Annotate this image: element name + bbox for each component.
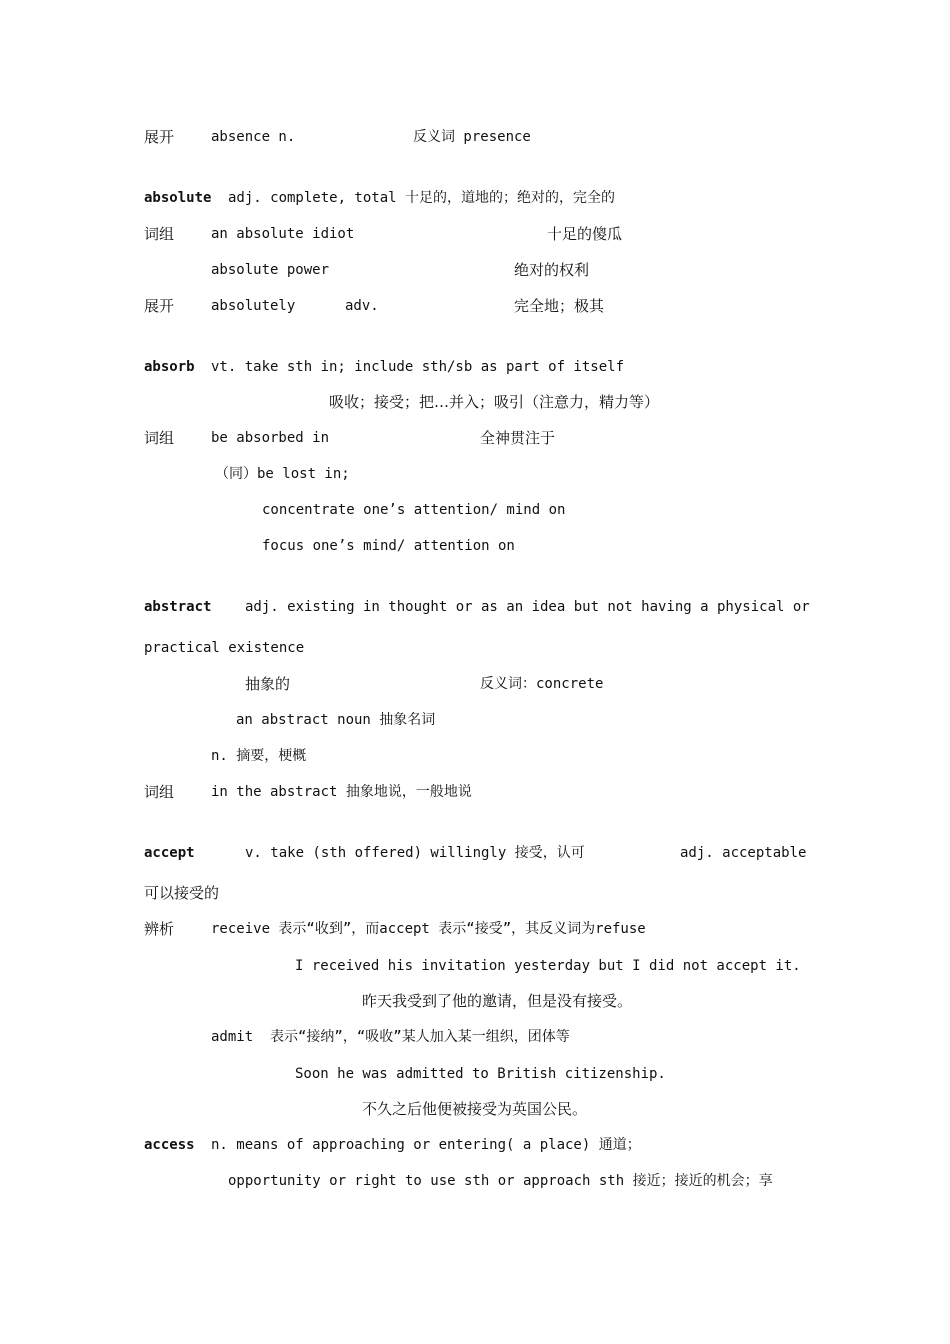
definition: v. take (sth offered) willingly 接受，认可 [245, 845, 585, 861]
example-en: Soon he was admitted to British citizenship. [295, 1066, 666, 1082]
antonym: 反义词：concrete [480, 676, 604, 692]
phrase: in the abstract 抽象地说，一般地说 [211, 784, 472, 800]
noun-sense: n. 摘要，梗概 [211, 748, 307, 764]
phrase-zh: 全神贯注于 [480, 429, 556, 447]
adjective-meaning: 可以接受的 [144, 884, 220, 902]
definition: n. means of approaching or entering( a place) 通道； [211, 1137, 641, 1153]
definition-cont: practical existence [144, 640, 305, 656]
definition: vt. take sth in; include sth/sb as part of itself [211, 359, 625, 375]
definition-zh: 抽象的 [245, 675, 291, 693]
example-zh: 不久之后他便被接受为英国公民。 [362, 1100, 588, 1118]
synonym-label: （同）be lost in; [215, 466, 350, 482]
expand-tag: 展开 [144, 297, 175, 315]
headword-accept: accept [144, 845, 195, 861]
analysis-tag: 辨析 [144, 920, 175, 938]
synonym: concentrate one’s attention/ mind on [262, 502, 566, 518]
example: an abstract noun 抽象名词 [236, 712, 436, 728]
phrase-en: absolute power [211, 262, 330, 278]
phrase-tag: 词组 [144, 429, 175, 447]
definition-zh: 吸收；接受；把…并入；吸引（注意力，精力等） [329, 393, 660, 411]
phrase-tag: 词组 [144, 225, 175, 243]
phrase-zh: 十足的傻瓜 [547, 225, 623, 243]
headword-absolute: absolute [144, 190, 212, 206]
phrase-en: an absolute idiot [211, 226, 355, 242]
definition: adj. complete, total 十足的，道地的；绝对的，完全的 [228, 190, 616, 206]
headword-access: access [144, 1137, 195, 1153]
definition: opportunity or right to use sth or approach sth 接近；接近的机会；享 [228, 1173, 773, 1189]
phrase-tag: 词组 [144, 783, 175, 801]
analysis: admit 表示“接纳”，“吸收”某人加入某一组织，团体等 [211, 1029, 570, 1045]
phrase-zh: 绝对的权利 [514, 261, 590, 279]
synonym: focus one’s mind/ attention on [262, 538, 515, 554]
phrase-en: be absorbed in [211, 430, 330, 446]
expand-tag: 展开 [144, 128, 175, 146]
example-zh: 昨天我受到了他的邀请，但是没有接受。 [362, 992, 633, 1010]
adjective-form: adj. acceptable [680, 845, 807, 861]
definition: adj. existing in thought or as an idea but not having a physical or [245, 599, 810, 615]
example-en: I received his invitation yesterday but I did not accept it. [295, 958, 801, 974]
analysis: receive 表示“收到”，而accept 表示“接受”，其反义词为refuse [211, 921, 646, 937]
derived-meaning: 完全地；极其 [514, 297, 605, 315]
derived-word: absolutely [211, 298, 296, 314]
part-of-speech: adv. [345, 298, 379, 314]
headword-abstract: abstract [144, 599, 212, 615]
antonym: 反义词 presence [413, 129, 531, 145]
headword-absorb: absorb [144, 359, 195, 375]
derived-word: absence n. [211, 129, 296, 145]
